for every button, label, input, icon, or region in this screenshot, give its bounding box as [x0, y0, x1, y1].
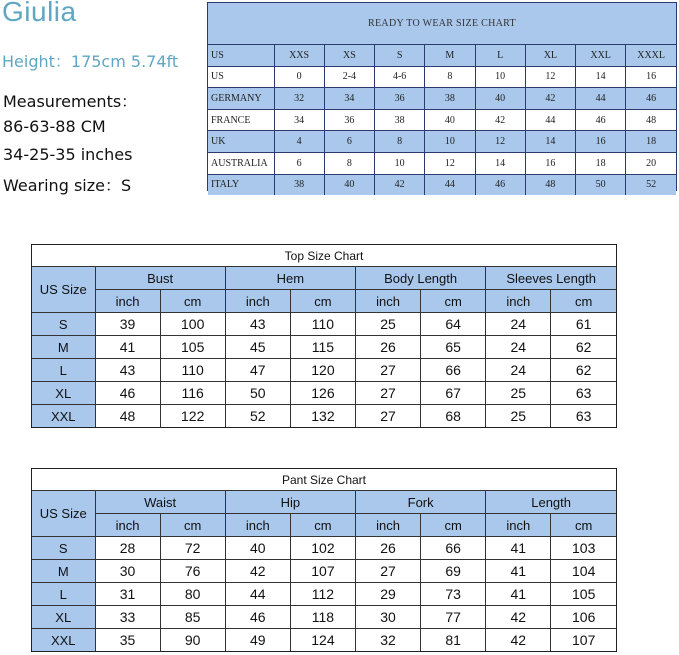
rtw-cell: 16 [626, 66, 676, 88]
pant-chart-value-cell: 105 [551, 583, 616, 606]
rtw-cell: 34 [324, 88, 374, 110]
pant-chart-value-cell: 102 [290, 537, 355, 560]
rtw-row [208, 152, 676, 174]
pant-chart-unit-header: cm [290, 514, 355, 537]
pant-chart-value-cell: 106 [551, 606, 616, 629]
pant-chart-value-cell: 107 [551, 629, 616, 652]
wearing-size: Wearing size：S [3, 176, 132, 195]
measurements-cm: 86-63-88 CM [3, 117, 106, 136]
top-chart-unit-header: cm [421, 290, 486, 313]
rtw-cell: 0 [274, 66, 324, 88]
pant-chart-value-cell: 124 [290, 629, 355, 652]
rtw-cell: 36 [324, 109, 374, 131]
rtw-row [208, 174, 676, 195]
top-chart-value-cell: 65 [421, 336, 486, 359]
rtw-header-cell: XXS [274, 45, 324, 66]
pant-chart-value-cell: 42 [225, 560, 290, 583]
pant-chart-value-cell: 41 [486, 537, 551, 560]
rtw-cell: 36 [375, 88, 425, 110]
rtw-cell: 6 [324, 131, 374, 153]
pant-chart-size-cell: XXL [32, 629, 95, 652]
rtw-cell: 8 [324, 152, 374, 174]
pant-chart-unit-header: inch [486, 514, 551, 537]
top-chart-unit-header: cm [160, 290, 225, 313]
rtw-cell: 44 [576, 88, 626, 110]
pant-chart-title: Pant Size Chart [32, 469, 616, 491]
model-height: Height：175cm 5.74ft [2, 52, 179, 71]
pant-chart-size-label: US Size [32, 491, 95, 537]
top-chart-value-cell: 115 [290, 336, 355, 359]
pant-chart-value-cell: 81 [421, 629, 486, 652]
rtw-header-cell: XS [324, 45, 374, 66]
rtw-cell: 12 [475, 131, 525, 153]
pant-chart-value-cell: 46 [225, 606, 290, 629]
model-name: Giulia [2, 0, 77, 27]
pant-chart-group-header: Hip [225, 491, 355, 514]
rtw-cell: 42 [525, 88, 575, 110]
rtw-row [208, 131, 676, 153]
ready-to-wear-chart [207, 2, 677, 191]
rtw-cell: 46 [626, 88, 676, 110]
pant-chart-value-cell: 32 [356, 629, 421, 652]
pant-chart-group-row [32, 491, 616, 514]
pant-chart-value-cell: 30 [356, 606, 421, 629]
rtw-cell: 18 [576, 152, 626, 174]
rtw-cell: 38 [274, 174, 324, 195]
pant-chart-value-cell: 29 [356, 583, 421, 606]
top-chart-value-cell: 120 [290, 359, 355, 382]
rtw-header-cell: S [375, 45, 425, 66]
rtw-cell: 4 [274, 131, 324, 153]
top-chart-unit-header: cm [290, 290, 355, 313]
top-chart-value-cell: 66 [421, 359, 486, 382]
top-chart-group-header: Hem [225, 267, 355, 290]
top-chart-size-cell: M [32, 336, 95, 359]
top-chart-unit-header: inch [356, 290, 421, 313]
pant-chart-value-cell: 112 [290, 583, 355, 606]
top-chart-unit-header: inch [95, 290, 160, 313]
rtw-cell: 44 [525, 109, 575, 131]
rtw-cell: 10 [475, 66, 525, 88]
top-chart-value-cell: 116 [160, 382, 225, 405]
pant-chart-row [32, 629, 616, 652]
pant-chart-title-row [32, 469, 616, 491]
pant-chart-size-cell: S [32, 537, 95, 560]
measurements-label: Measurements： [3, 92, 138, 111]
top-chart-size-cell: S [32, 313, 95, 336]
pant-size-chart [31, 468, 617, 652]
rtw-cell: 50 [576, 174, 626, 195]
pant-chart-group-header: Fork [356, 491, 486, 514]
rtw-cell: 44 [425, 174, 475, 195]
ready-to-wear-title: READY TO WEAR SIZE CHART [208, 3, 676, 45]
rtw-country-label: ITALY [208, 174, 274, 195]
rtw-header-cell: XXXL [626, 45, 676, 66]
pant-chart-value-cell: 41 [486, 560, 551, 583]
top-chart-value-cell: 24 [486, 359, 551, 382]
rtw-country-label: US [208, 66, 274, 88]
top-chart-value-cell: 27 [356, 382, 421, 405]
pant-chart-value-cell: 35 [95, 629, 160, 652]
pant-chart-value-cell: 44 [225, 583, 290, 606]
pant-chart-unit-header: inch [225, 514, 290, 537]
pant-chart-value-cell: 90 [160, 629, 225, 652]
pant-chart-value-cell: 26 [356, 537, 421, 560]
pant-chart-row [32, 606, 616, 629]
rtw-cell: 8 [375, 131, 425, 153]
rtw-country-label: AUSTRALIA [208, 152, 274, 174]
top-chart-size-label: US Size [32, 267, 95, 313]
top-chart-value-cell: 25 [356, 313, 421, 336]
rtw-header-row [208, 45, 676, 66]
top-size-chart [31, 244, 617, 428]
ready-to-wear-table [208, 45, 676, 195]
top-size-table [32, 245, 616, 427]
top-chart-value-cell: 63 [551, 405, 616, 428]
rtw-cell: 14 [475, 152, 525, 174]
top-chart-value-cell: 47 [225, 359, 290, 382]
rtw-header-cell: XL [525, 45, 575, 66]
pant-chart-unit-header: cm [421, 514, 486, 537]
pant-chart-value-cell: 33 [95, 606, 160, 629]
rtw-cell: 8 [425, 66, 475, 88]
rtw-cell: 40 [475, 88, 525, 110]
rtw-cell: 42 [375, 174, 425, 195]
pant-chart-value-cell: 107 [290, 560, 355, 583]
top-chart-value-cell: 68 [421, 405, 486, 428]
pant-chart-size-cell: XL [32, 606, 95, 629]
pant-chart-value-cell: 40 [225, 537, 290, 560]
pant-chart-group-header: Waist [95, 491, 225, 514]
rtw-cell: 12 [525, 66, 575, 88]
rtw-header-cell: XXL [576, 45, 626, 66]
top-chart-unit-header: inch [486, 290, 551, 313]
rtw-cell: 38 [425, 88, 475, 110]
pant-chart-value-cell: 80 [160, 583, 225, 606]
rtw-cell: 52 [626, 174, 676, 195]
top-chart-unit-header: cm [551, 290, 616, 313]
rtw-cell: 2-4 [324, 66, 374, 88]
top-chart-value-cell: 62 [551, 336, 616, 359]
rtw-cell: 16 [576, 131, 626, 153]
rtw-cell: 16 [525, 152, 575, 174]
top-chart-value-cell: 25 [486, 405, 551, 428]
top-chart-value-cell: 122 [160, 405, 225, 428]
top-chart-group-header: Body Length [356, 267, 486, 290]
top-chart-value-cell: 67 [421, 382, 486, 405]
pant-chart-size-cell: M [32, 560, 95, 583]
pant-chart-value-cell: 69 [421, 560, 486, 583]
pant-chart-value-cell: 66 [421, 537, 486, 560]
rtw-country-label: UK [208, 131, 274, 153]
top-chart-value-cell: 64 [421, 313, 486, 336]
top-chart-group-header: Bust [95, 267, 225, 290]
rtw-cell: 48 [525, 174, 575, 195]
pant-chart-value-cell: 42 [486, 606, 551, 629]
pant-chart-row [32, 537, 616, 560]
rtw-row [208, 109, 676, 131]
pant-chart-value-cell: 118 [290, 606, 355, 629]
top-chart-value-cell: 46 [95, 382, 160, 405]
top-chart-value-cell: 24 [486, 313, 551, 336]
top-chart-row [32, 359, 616, 382]
top-chart-unit-row [32, 290, 616, 313]
rtw-cell: 42 [475, 109, 525, 131]
top-chart-value-cell: 110 [290, 313, 355, 336]
top-chart-title: Top Size Chart [32, 245, 616, 267]
top-chart-value-cell: 27 [356, 405, 421, 428]
top-chart-unit-header: inch [225, 290, 290, 313]
top-chart-value-cell: 110 [160, 359, 225, 382]
pant-chart-value-cell: 104 [551, 560, 616, 583]
rtw-cell: 34 [274, 109, 324, 131]
pant-chart-row [32, 560, 616, 583]
pant-chart-value-cell: 72 [160, 537, 225, 560]
pant-chart-value-cell: 73 [421, 583, 486, 606]
rtw-cell: 20 [626, 152, 676, 174]
pant-chart-value-cell: 76 [160, 560, 225, 583]
top-chart-value-cell: 61 [551, 313, 616, 336]
rtw-cell: 18 [626, 131, 676, 153]
top-chart-value-cell: 26 [356, 336, 421, 359]
top-chart-value-cell: 52 [225, 405, 290, 428]
rtw-country-label: FRANCE [208, 109, 274, 131]
top-chart-size-cell: XXL [32, 405, 95, 428]
top-chart-value-cell: 43 [95, 359, 160, 382]
top-chart-value-cell: 25 [486, 382, 551, 405]
pant-chart-value-cell: 30 [95, 560, 160, 583]
pant-chart-unit-header: inch [356, 514, 421, 537]
top-chart-group-row [32, 267, 616, 290]
top-chart-row [32, 336, 616, 359]
pant-chart-value-cell: 41 [486, 583, 551, 606]
rtw-header-cell: M [425, 45, 475, 66]
rtw-cell: 4-6 [375, 66, 425, 88]
top-chart-size-cell: L [32, 359, 95, 382]
top-chart-value-cell: 105 [160, 336, 225, 359]
top-chart-size-cell: XL [32, 382, 95, 405]
pant-chart-group-header: Length [486, 491, 616, 514]
pant-chart-unit-header: inch [95, 514, 160, 537]
rtw-cell: 10 [425, 131, 475, 153]
pant-size-table [32, 469, 616, 651]
rtw-row [208, 88, 676, 110]
pant-chart-unit-row [32, 514, 616, 537]
top-chart-value-cell: 24 [486, 336, 551, 359]
top-chart-value-cell: 48 [95, 405, 160, 428]
top-chart-value-cell: 100 [160, 313, 225, 336]
top-chart-title-row [32, 245, 616, 267]
rtw-cell: 40 [425, 109, 475, 131]
top-chart-value-cell: 45 [225, 336, 290, 359]
rtw-cell: 38 [375, 109, 425, 131]
top-chart-value-cell: 63 [551, 382, 616, 405]
measurements-inches: 34-25-35 inches [3, 145, 133, 164]
pant-chart-unit-header: cm [551, 514, 616, 537]
rtw-cell: 12 [425, 152, 475, 174]
rtw-cell: 48 [626, 109, 676, 131]
rtw-cell: 14 [576, 66, 626, 88]
rtw-header-cell: L [475, 45, 525, 66]
pant-chart-value-cell: 28 [95, 537, 160, 560]
rtw-cell: 14 [525, 131, 575, 153]
pant-chart-value-cell: 85 [160, 606, 225, 629]
top-chart-row [32, 382, 616, 405]
top-chart-value-cell: 41 [95, 336, 160, 359]
rtw-cell: 10 [375, 152, 425, 174]
top-chart-value-cell: 39 [95, 313, 160, 336]
pant-chart-value-cell: 42 [486, 629, 551, 652]
rtw-header-label: US [208, 45, 274, 66]
pant-chart-unit-header: cm [160, 514, 225, 537]
rtw-cell: 46 [576, 109, 626, 131]
top-chart-value-cell: 50 [225, 382, 290, 405]
pant-chart-size-cell: L [32, 583, 95, 606]
top-chart-value-cell: 132 [290, 405, 355, 428]
top-chart-group-header: Sleeves Length [486, 267, 616, 290]
rtw-cell: 40 [324, 174, 374, 195]
top-chart-row [32, 313, 616, 336]
top-chart-value-cell: 27 [356, 359, 421, 382]
pant-chart-value-cell: 77 [421, 606, 486, 629]
top-chart-row [32, 405, 616, 428]
pant-chart-value-cell: 27 [356, 560, 421, 583]
rtw-country-label: GERMANY [208, 88, 274, 110]
pant-chart-value-cell: 31 [95, 583, 160, 606]
rtw-cell: 32 [274, 88, 324, 110]
pant-chart-row [32, 583, 616, 606]
top-chart-value-cell: 126 [290, 382, 355, 405]
top-chart-value-cell: 62 [551, 359, 616, 382]
rtw-row [208, 66, 676, 88]
top-chart-value-cell: 43 [225, 313, 290, 336]
pant-chart-value-cell: 103 [551, 537, 616, 560]
rtw-cell: 6 [274, 152, 324, 174]
rtw-cell: 46 [475, 174, 525, 195]
pant-chart-value-cell: 49 [225, 629, 290, 652]
